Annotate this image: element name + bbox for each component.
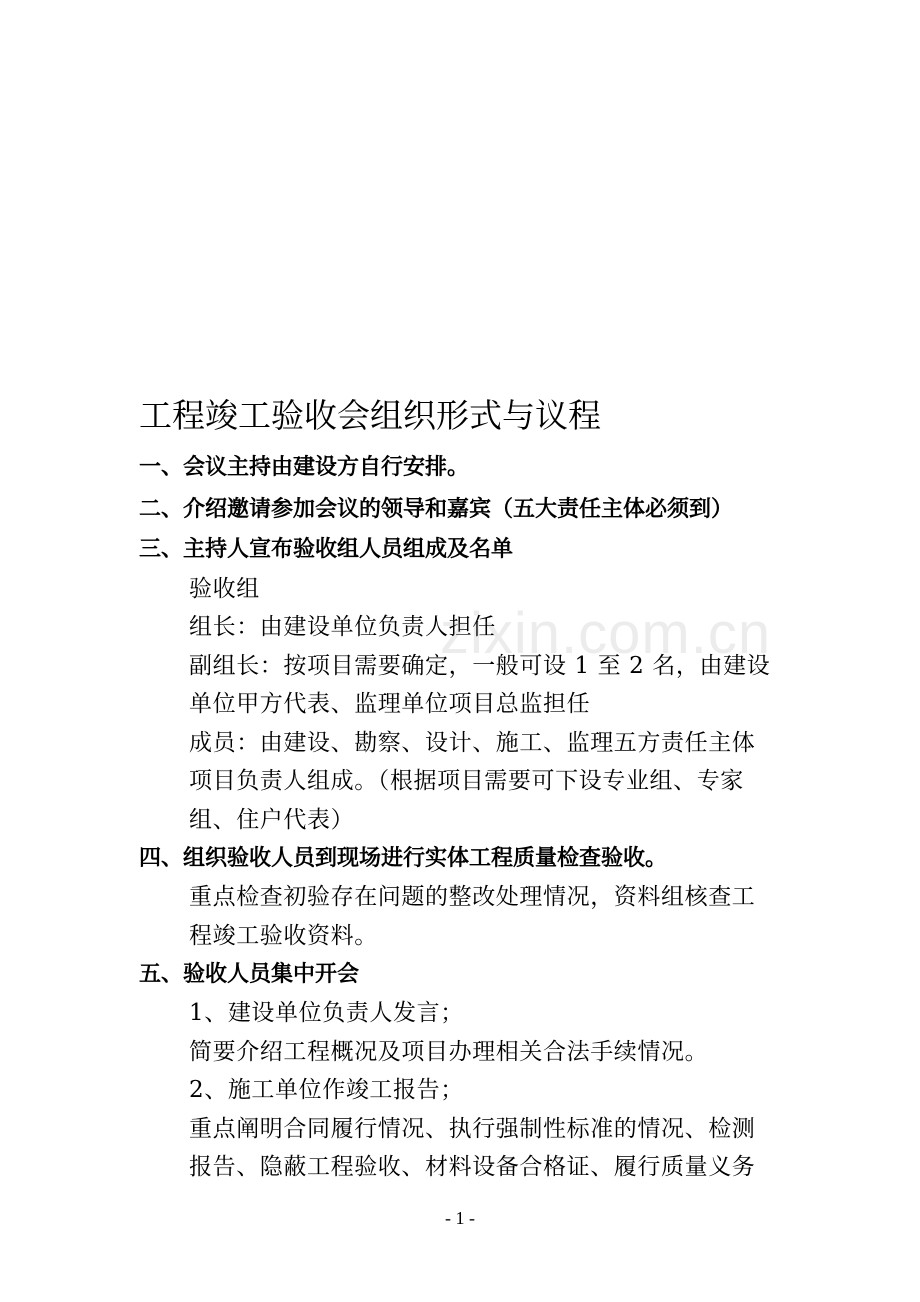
paragraph-line: 重点检查初验存在问题的整改处理情况，资料组核查工 bbox=[189, 884, 756, 910]
paragraph-line: 报告、隐蔽工程验收、材料设备合格证、履行质量义务 bbox=[189, 1154, 756, 1180]
paragraph-line: 简要介绍工程概况及项目办理相关合法手续情况。 bbox=[189, 1039, 709, 1065]
section-heading-2: 二、介绍邀请参加会议的领导和嘉宾（五大责任主体必须到） bbox=[139, 497, 734, 522]
paragraph-line: 重点阐明合同履行情况、执行强制性标准的情况、检测 bbox=[189, 1116, 756, 1142]
section-heading-1: 一、会议主持由建设方自行安排。 bbox=[139, 455, 470, 480]
paragraph-line: 成员：由建设、勘察、设计、施工、监理五方责任主体 bbox=[189, 730, 756, 756]
paragraph-line: 组、住户代表） bbox=[189, 807, 355, 833]
paragraph-line: 1、建设单位负责人发言； bbox=[189, 1000, 464, 1026]
paragraph-line: 组长：由建设单位负责人担任 bbox=[189, 614, 496, 640]
section-heading-3: 三、主持人宣布验收组人员组成及名单 bbox=[139, 537, 514, 562]
paragraph-line: 验收组 bbox=[189, 576, 260, 602]
section-heading-4: 四、组织验收人员到现场进行实体工程质量检查验收。 bbox=[139, 846, 668, 871]
watermark: zixin.com.cn bbox=[440, 601, 772, 666]
paragraph-line: 单位甲方代表、监理单位项目总监担任 bbox=[189, 691, 591, 717]
section-heading-5: 五、验收人员集中开会 bbox=[139, 962, 360, 987]
paragraph-line: 程竣工验收资料。 bbox=[189, 923, 378, 949]
paragraph-line: 项目负责人组成。（根据项目需要可下设专业组、专家 bbox=[189, 768, 744, 794]
page-title: 工程竣工验收会组织形式与议程 bbox=[139, 396, 601, 435]
paragraph-line: 副组长：按项目需要确定，一般可设 1 至 2 名，由建设 bbox=[189, 653, 771, 679]
paragraph-line: 2、施工单位作竣工报告； bbox=[189, 1077, 464, 1103]
page-number: - 1 - bbox=[445, 1208, 475, 1228]
